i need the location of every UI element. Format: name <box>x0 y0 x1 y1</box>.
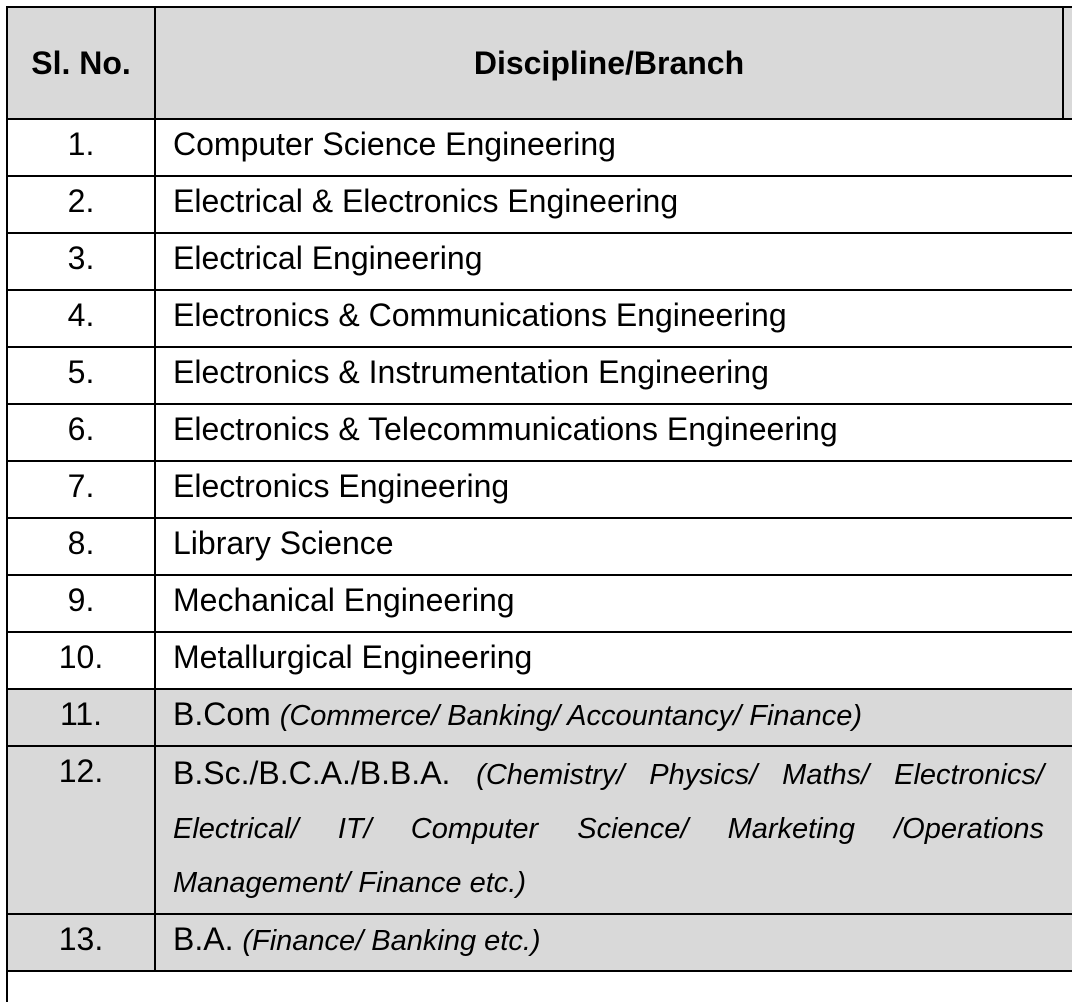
row-sl-no: 3. <box>7 233 155 290</box>
row-discipline <box>155 119 1072 176</box>
row-discipline <box>155 347 1072 404</box>
discipline-name: Metallurgical Engineering <box>173 639 533 675</box>
row-sl-no: 10. <box>7 632 155 689</box>
discipline-name: B.A. <box>173 921 234 957</box>
row-sl-no: 7. <box>7 461 155 518</box>
row-sl-no: 4. <box>7 290 155 347</box>
table-row <box>7 518 1072 575</box>
row-discipline <box>155 461 1072 518</box>
row-sl-no: 6. <box>7 404 155 461</box>
row-discipline <box>155 233 1072 290</box>
table-row <box>7 119 1072 176</box>
discipline-name: Electronics & Instrumentation Engineering <box>173 354 769 390</box>
row-discipline <box>155 746 1072 914</box>
row-discipline <box>155 632 1072 689</box>
row-sl-no: 12. <box>7 746 155 914</box>
discipline-name: B.Com <box>173 696 271 732</box>
table-row <box>7 233 1072 290</box>
discipline-name: Electrical Engineering <box>173 240 483 276</box>
discipline-table-container <box>6 6 1072 1002</box>
row-discipline <box>155 176 1072 233</box>
table-row <box>7 176 1072 233</box>
table-row <box>7 746 1072 914</box>
row-sl-no: 5. <box>7 347 155 404</box>
row-discipline <box>155 914 1072 971</box>
table-row <box>7 632 1072 689</box>
table-row <box>7 290 1072 347</box>
discipline-subjects: (Commerce/ Banking/ Accountancy/ Finance) <box>279 700 863 732</box>
discipline-name: B.Sc./B.C.A./B.B.A. <box>173 755 451 791</box>
table-row-partial <box>7 971 1072 1002</box>
header-discipline: Discipline/Branch <box>155 7 1063 119</box>
table-row <box>7 575 1072 632</box>
row-sl-no: 8. <box>7 518 155 575</box>
row-sl-no: 9. <box>7 575 155 632</box>
row-discipline <box>155 575 1072 632</box>
row-sl-no: 1. <box>7 119 155 176</box>
row-sl-no: 2. <box>7 176 155 233</box>
discipline-subjects: (Finance/ Banking etc.) <box>242 925 541 957</box>
table-row <box>7 914 1072 971</box>
table-row <box>7 404 1072 461</box>
discipline-name: Library Science <box>173 525 394 561</box>
discipline-name: Electronics & Telecommunications Engineering <box>173 411 838 447</box>
header-extra-column <box>1063 7 1072 119</box>
row-sl-no: 13. <box>7 914 155 971</box>
partial-next-row <box>7 971 1072 1002</box>
row-discipline <box>155 404 1072 461</box>
discipline-name: Mechanical Engineering <box>173 582 515 618</box>
row-discipline <box>155 689 1072 746</box>
table-row <box>7 347 1072 404</box>
table-row <box>7 689 1072 746</box>
table-row <box>7 461 1072 518</box>
table-header-row <box>7 7 1072 119</box>
discipline-subjects: (Chemistry/ Physics/ Maths/ Electronics/ Electrical/ IT/ Computer Science/ Marketing /Operations Management/ Finance etc.) <box>173 759 1044 899</box>
row-discipline <box>155 290 1072 347</box>
discipline-table <box>6 6 1072 1002</box>
discipline-name: Electrical & Electronics Engineering <box>173 183 679 219</box>
discipline-name: Computer Science Engineering <box>173 126 616 162</box>
row-sl-no: 11. <box>7 689 155 746</box>
header-sl-no: Sl. No. <box>7 7 155 119</box>
discipline-name: Electronics & Communications Engineering <box>173 297 787 333</box>
row-discipline <box>155 518 1072 575</box>
discipline-name: Electronics Engineering <box>173 468 510 504</box>
